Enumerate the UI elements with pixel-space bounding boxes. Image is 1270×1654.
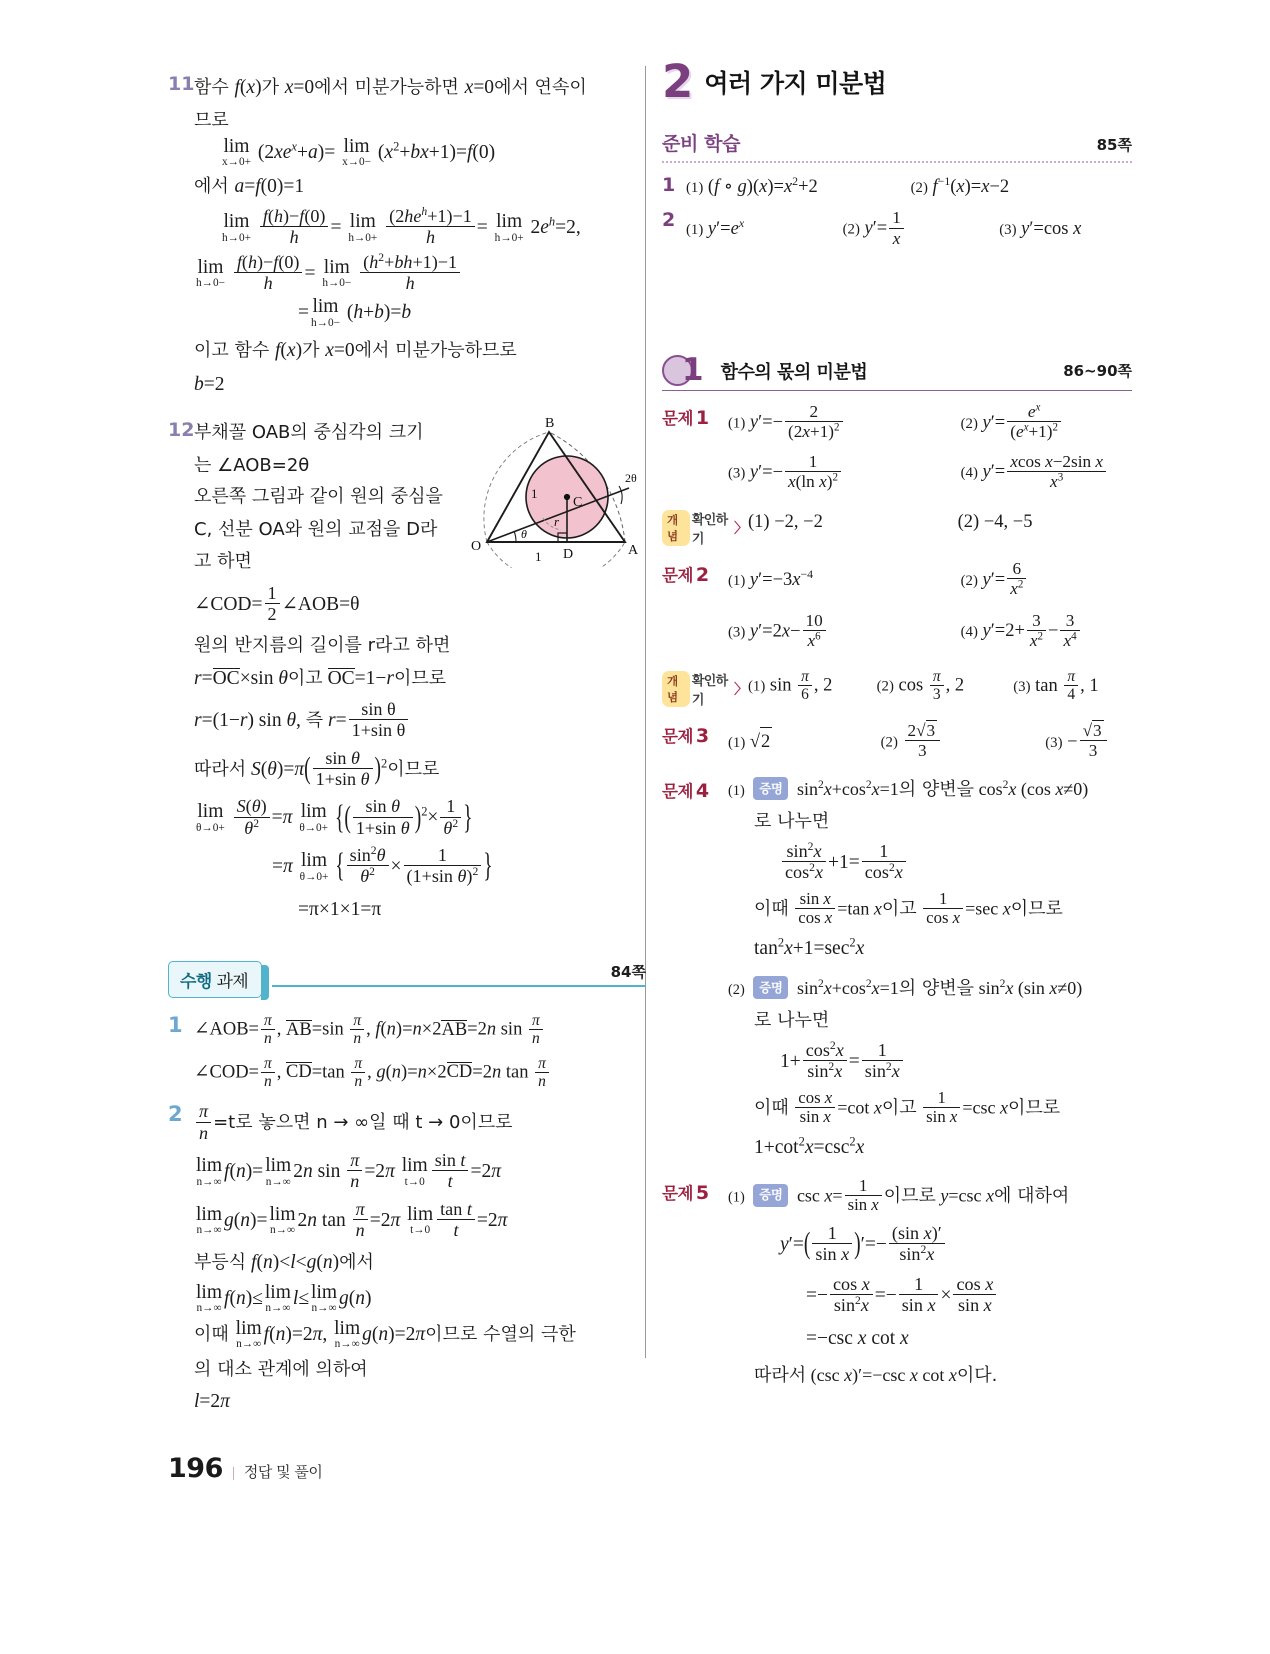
figure-label-theta: θ [521, 527, 527, 542]
solution-12-eq-S: 따라서 S(θ)=π( $\frac{\text{sin θ}}{\text{1+sin θ}}$ )$^2$이므로 [194, 747, 440, 790]
footer-separator-icon: | [231, 1465, 235, 1481]
task-badge-rest: 과제 [211, 972, 249, 993]
task-2-line-1: $\frac{\pi}{n}$ =t로 놓으면 n → ∞일 때 t → 0이므로 [194, 1101, 646, 1143]
question-label-4 [662, 775, 728, 802]
text-frag: 5 [695, 1181, 709, 1204]
text-frag: 에서 [194, 175, 235, 197]
text-frag: (1) [728, 415, 746, 432]
spacer [662, 250, 1132, 355]
text-frag: 가 [261, 77, 285, 98]
prep-row-1-answers: (1) (f ∘ $g)(x)=x^2+2$ (2) $f^{-1}(x)=x-2$ [686, 173, 1010, 197]
task-2-conclude-2: 의 대소 관계에 의하여 [194, 1358, 368, 1380]
q4-p2-line-1: (2) 증명 $\sin^2x+\cos^2x=1$의 양변을 $\sin^2x$ (sin x≠0) [728, 977, 1083, 999]
q4-p1-eq: $\frac{\sin^2x}{\cos^2x}$ +1= $\frac{1}{\cos^2x}$ [780, 841, 1132, 883]
page-footer [168, 1453, 322, 1484]
text-frag: ∠AOB=θ [281, 593, 360, 615]
text-frag: (2) [960, 415, 978, 432]
text-frag: =t로 놓으면 n → ∞일 때 t → 0이므로 [213, 1112, 513, 1134]
prep-row-1-number: 1 [662, 173, 676, 196]
question-row-5 [662, 1177, 1132, 1392]
task-2-conclude-1: 이때 lim n→∞ f(n)=2π, lim n→∞ g(n)=2π이므로 수열의 극한 [194, 1317, 576, 1351]
text-frag: 4 [695, 779, 709, 802]
text-frag: 에서 연속이 [494, 77, 587, 98]
text-frag: (4) [960, 465, 978, 482]
left-column [168, 62, 646, 1419]
q4-p2-line-4: $1+\cot^2x=\csc^2x$ [754, 1134, 865, 1159]
task-page-ref: 84쪽 [610, 963, 646, 982]
task-badge [168, 961, 262, 998]
chapter-number: 2 [662, 55, 694, 108]
sector-circle-figure [469, 418, 654, 566]
question-row-3 [662, 720, 1132, 763]
figure-label-B: B [545, 418, 555, 432]
concept-check-label-1 [662, 507, 748, 547]
solution-11-line-9: b=2 [194, 373, 225, 395]
figure-label-C: C [573, 495, 583, 511]
text-frag: 문제 [662, 409, 693, 428]
text-frag: (1) −2, −2 [748, 512, 823, 533]
solution-12-radius-line: 원의 반지름의 길이를 r라고 하면 [194, 635, 451, 657]
section-01-header [662, 351, 1132, 391]
text-frag: sin θ [361, 699, 396, 720]
question-body-1 [728, 402, 1132, 493]
solution-11-line-4: 에서 a=f(0)=1 [194, 175, 305, 197]
task-number-2: 2 [168, 1102, 183, 1127]
concept-check-row-2 [662, 668, 1132, 708]
q5-line-1: (1) 증명 csc x= $\frac{1}{\text{sin x}}$ 이므로 y=csc x에 대하여 [728, 1175, 1070, 1215]
text-frag: 에서 미분가능하면 [314, 77, 465, 98]
solution-12-text-4: C, 선분 OA와 원의 교점을 D라 [194, 519, 438, 541]
right-column [662, 55, 1132, 1392]
text-frag: (2) [960, 572, 978, 589]
q2-answers-row-1: (1) $y'=-3x^{-4}$ (2) y′= $\frac{6}{x^2}$ [728, 559, 1132, 599]
concept-badge: 개념 [662, 510, 690, 546]
prep-page-ref: 85쪽 [1096, 135, 1132, 154]
text-frag: 문제 [662, 566, 693, 586]
task-body-1 [194, 1012, 646, 1092]
prep-title: 준비 학습 [662, 132, 741, 155]
solution-11-line-7: = lim h→0− (h+b)=b [298, 296, 412, 329]
question-label-2 [662, 559, 728, 586]
solution-11-line-2: 므로 [194, 109, 229, 131]
prep-row-2-answers: (1) $y'=e^x$ (2) y′= $\frac{1}{x}$ (3) y′=cos x [686, 208, 1082, 248]
text-frag: (4) [960, 624, 978, 641]
text-frag: (1) [728, 782, 745, 799]
solution-item-12 [168, 418, 646, 927]
task-2-conclude-3: l=2π [194, 1390, 230, 1412]
solution-12-eq-cod [194, 583, 646, 625]
q5-line-3: =− $\frac{\text{cos x}}{\sin^2x}$ =− $\frac{1}{\text{sin x}}$ × $\frac{\text{cos x}}{\text{sin x}}$ [806, 1274, 1132, 1316]
page-number: 196 [168, 1453, 223, 1484]
solution-12-eq-oc: r=OC×sin θ이고 OC=1−r이므로 [194, 667, 447, 689]
text-frag: (2) −4, −5 [957, 512, 1033, 533]
figure-label-2theta: 2θ [625, 471, 637, 486]
task-rule [272, 985, 646, 987]
prep-row-2 [662, 208, 1132, 250]
task-2-squeeze: lim n→∞ f(n)≤ lim n→∞ l≤ lim n→∞ g(n) [196, 1281, 372, 1315]
concept-check-answers-2: (1) sin $\frac{\pi}{6}$ , 2 (2) cos $\frac{\pi}{3}$ , 2 (3) tan $\frac{\pi}{4}$ , 1 [748, 668, 1099, 704]
figure-label-O: O [471, 539, 482, 555]
solution-11-line-6: lim h→0− $\frac{f(h)-f(0)}{h}$ = lim h→0− $\frac{(h^2+bh+1)-1}{h}$ [194, 252, 646, 294]
question-body-4 [728, 775, 1132, 1166]
figure-label-D: D [563, 547, 574, 563]
question-row-1 [662, 402, 1132, 493]
question-row-4 [662, 775, 1132, 1166]
chapter-header [662, 55, 1132, 108]
q5-line-2: y′=( $\frac{1}{\text{sin x}}$ )′=− $\frac{\text{(sin x)′}}{\sin^2x}$ [780, 1223, 1132, 1265]
q1-answers-row-1: (1) y′=− $\frac{2}{(2x+1)^2}$ (2) y′= $\frac{e^x}{(e^x+1)^2}$ [728, 402, 1132, 442]
question-body-5 [728, 1177, 1132, 1392]
problem-number-11: 11 [168, 73, 195, 95]
q4-p1-line-2: 로 나누면 [754, 810, 830, 832]
task-section-header [168, 961, 646, 998]
question-label-5 [662, 1177, 728, 1204]
text-frag: 문제 [662, 781, 693, 801]
figure-label-one-bottom: 1 [535, 549, 542, 565]
text-frag: 1 [695, 407, 709, 429]
proof-badge: 증명 [753, 1184, 788, 1207]
problem-number-12: 12 [168, 419, 195, 442]
solution-12-text-5: 고 하면 [194, 550, 252, 572]
text-frag: 에서 미분가능하므로 [354, 340, 517, 362]
q4-p2-eq: 1+ $\frac{\cos^2x}{\sin^2x}$ = $\frac{1}{\sin^2x}$ [780, 1040, 1132, 1082]
task-item-2 [168, 1101, 646, 1419]
q5-line-5: 따라서 (csc x)′=−csc x cot x이다. [754, 1364, 998, 1386]
text-frag: ∠COD= [194, 593, 263, 615]
solution-12-text-3: 오른쪽 그림과 같이 원의 중심을 [194, 486, 443, 508]
figure-label-A: A [628, 543, 639, 559]
task-body-2 [194, 1101, 646, 1419]
question-body-3: (1) √2 (2) $\frac{2√3}{3}$ (3) − $\frac{√3}{3}$ [728, 720, 1132, 761]
solution-11-line-1: 함수 f(x)가 x=0에서 미분가능하면 x=0에서 연속이 [194, 77, 587, 98]
solution-12-text-1: 부채꼴 OAB의 중심각의 크기 [194, 422, 424, 444]
concept-check-paren-icon: 〉 [734, 522, 748, 538]
text-frag: 함수 [194, 77, 235, 98]
task-number-1: 1 [168, 1013, 183, 1038]
text-frag: 2 [695, 564, 709, 587]
figure-label-one-left: 1 [531, 486, 538, 502]
text-frag: (3) [728, 465, 746, 482]
question-label-1 [662, 402, 728, 429]
concept-check-text: 확인하기 [691, 513, 728, 548]
concept-check-label-2 [662, 668, 748, 708]
question-label-3 [662, 720, 728, 747]
solution-12-limit-2: =π lim θ→0+ { $\frac{\sin^2\theta}{\theta^2}$ × $\frac{1}{(1+\sin \theta)^2}$ } [272, 843, 493, 887]
concept-check-row-1 [662, 507, 1132, 547]
q1-answers-row-2: (3) y′=− $\frac{1}{x(\ln x)^2}$ (4) y′= $\frac{\text{xcos x−2sin x}}{x^3}$ [728, 452, 1132, 492]
text-frag: (3) [728, 624, 746, 641]
section-title: 함수의 몫의 미분법 [720, 361, 868, 383]
solution-11-line-3: lim x→0+ $(2xe^x+a)=$ lim x→0− $(x^2+bx+1)=f(0)$ [222, 135, 496, 169]
solution-12-final: =π×1×1=π [298, 898, 382, 920]
concept-check-text: 확인하기 [691, 674, 728, 709]
text-frag: 문제 [662, 1183, 693, 1203]
prep-row-1 [662, 173, 1132, 205]
solution-item-11 [168, 72, 646, 402]
solution-body-11 [194, 72, 646, 402]
q2-answers-row-2: (3) y′=2x− $\frac{10}{x^6}$ (4) y′=2+ $\frac{3}{x^2}$ − $\frac{3}{x^4}$ [728, 611, 1132, 651]
q4-p2-line-2: 로 나누면 [754, 1009, 830, 1031]
proof-badge: 증명 [753, 976, 788, 999]
solution-12-text-2: 는 ∠AOB=2θ [194, 455, 310, 477]
section-page-ref: 86~90쪽 [1063, 362, 1132, 380]
concept-check-paren-icon: 〉 [734, 683, 748, 699]
task-badge-bold: 수행 [180, 972, 212, 993]
text-frag: 이고 함수 [194, 340, 275, 362]
chapter-title: 여러 가지 미분법 [704, 69, 887, 99]
text-frag: (1) [728, 1189, 745, 1205]
task-item-1 [168, 1012, 646, 1092]
solution-11-line-5: lim h→0+ $\frac{f(h)-f(0)}{h}$ = lim h→0+ $\frac{(2he^h+1)-1}{h}$ = lim h→0+ $2e^h=2$, [222, 205, 581, 248]
text-frag: (2) [880, 734, 898, 751]
q4-p1-line-1: (1) 증명 $\sin^2x+\cos^2x=1$의 양변을 $\cos^2x$ (cos x≠0) [728, 778, 1089, 800]
concept-check-answers-1 [748, 507, 1132, 538]
text-frag: 1 [267, 582, 277, 603]
figure-label-r: r [554, 514, 560, 530]
text-frag: 가 [302, 340, 326, 362]
prep-section-header [662, 129, 1132, 163]
proof-badge: 증명 [753, 777, 788, 800]
section-number: 1 [682, 351, 704, 388]
task-2-lim-f: lim n→∞ f(n)= lim n→∞ 2n sin $\frac{\pi}{n}$ =2π lim t→0 $\frac{\text{sin t}}{t}$ =2π [196, 1150, 501, 1192]
solution-11-line-8: 이고 함수 f(x)가 x=0에서 미분가능하므로 [194, 340, 517, 362]
task-1-line-1: ∠AOB= $\frac{\pi}{n}$ , AB=sin $\frac{\pi}{n}$ , f(n)=n×2AB=2n sin $\frac{\pi}{n}$ [194, 1012, 646, 1048]
text-frag: (3) [1045, 734, 1063, 751]
figure-svg [469, 418, 659, 568]
q4-p2-line-3: 이때 $\frac{\text{cos x}}{\text{sin x}}$ =cot x이고 $\frac{1}{\text{sin x}}$ =csc x이므로 [754, 1087, 1061, 1127]
text-frag: 1+sin θ [349, 719, 409, 740]
solution-12-limit-1: lim θ→0+ $\frac{S(\theta)}{\theta^2}$ =π lim θ→0+ {( $\frac{\text{sin θ}}{\text{1+sin θ}}$ )$^2$× $\frac{1}{\theta^2}$ } [196, 796, 473, 838]
text-frag: 문제 [662, 727, 693, 747]
text-frag: 3 [695, 725, 709, 748]
q4-p1-line-3: 이때 $\frac{\text{sin x}}{\text{cos x}}$ =tan x이고 $\frac{1}{\text{cos x}}$ =sec x이므로 [754, 888, 1063, 928]
prep-row-2-number: 2 [662, 209, 676, 232]
text-frag: (2) [728, 981, 745, 998]
footer-label: 정답 및 풀이 [243, 1463, 323, 1481]
task-2-ineq: 부등식 f(n)<l<g(n)에서 [194, 1252, 374, 1274]
concept-badge: 개념 [662, 671, 690, 707]
q5-line-4: =−csc x cot x [806, 1328, 909, 1350]
text-frag: 2 [265, 603, 280, 624]
q4-p1-line-4: $\tan^2x+1=\sec^2x$ [754, 935, 865, 960]
question-body-2 [728, 559, 1132, 652]
task-2-lim-g: lim n→∞ g(n)= lim n→∞ 2n tan $\frac{\pi}{n}$ =2π lim t→0 $\frac{\text{tan t}}{t}$ =2π [196, 1198, 508, 1241]
question-row-2 [662, 559, 1132, 652]
solution-12-eq-solve: r=(1−r) sin θ, 즉 r= $\frac{\text{sin θ}}{\text{1+sin θ}}$ [194, 699, 646, 741]
task-1-line-2: ∠COD= $\frac{\pi}{n}$ , CD=tan $\frac{\pi}{n}$ , g(n)=n×2CD=2n tan $\frac{\pi}{n}$ [194, 1055, 646, 1091]
